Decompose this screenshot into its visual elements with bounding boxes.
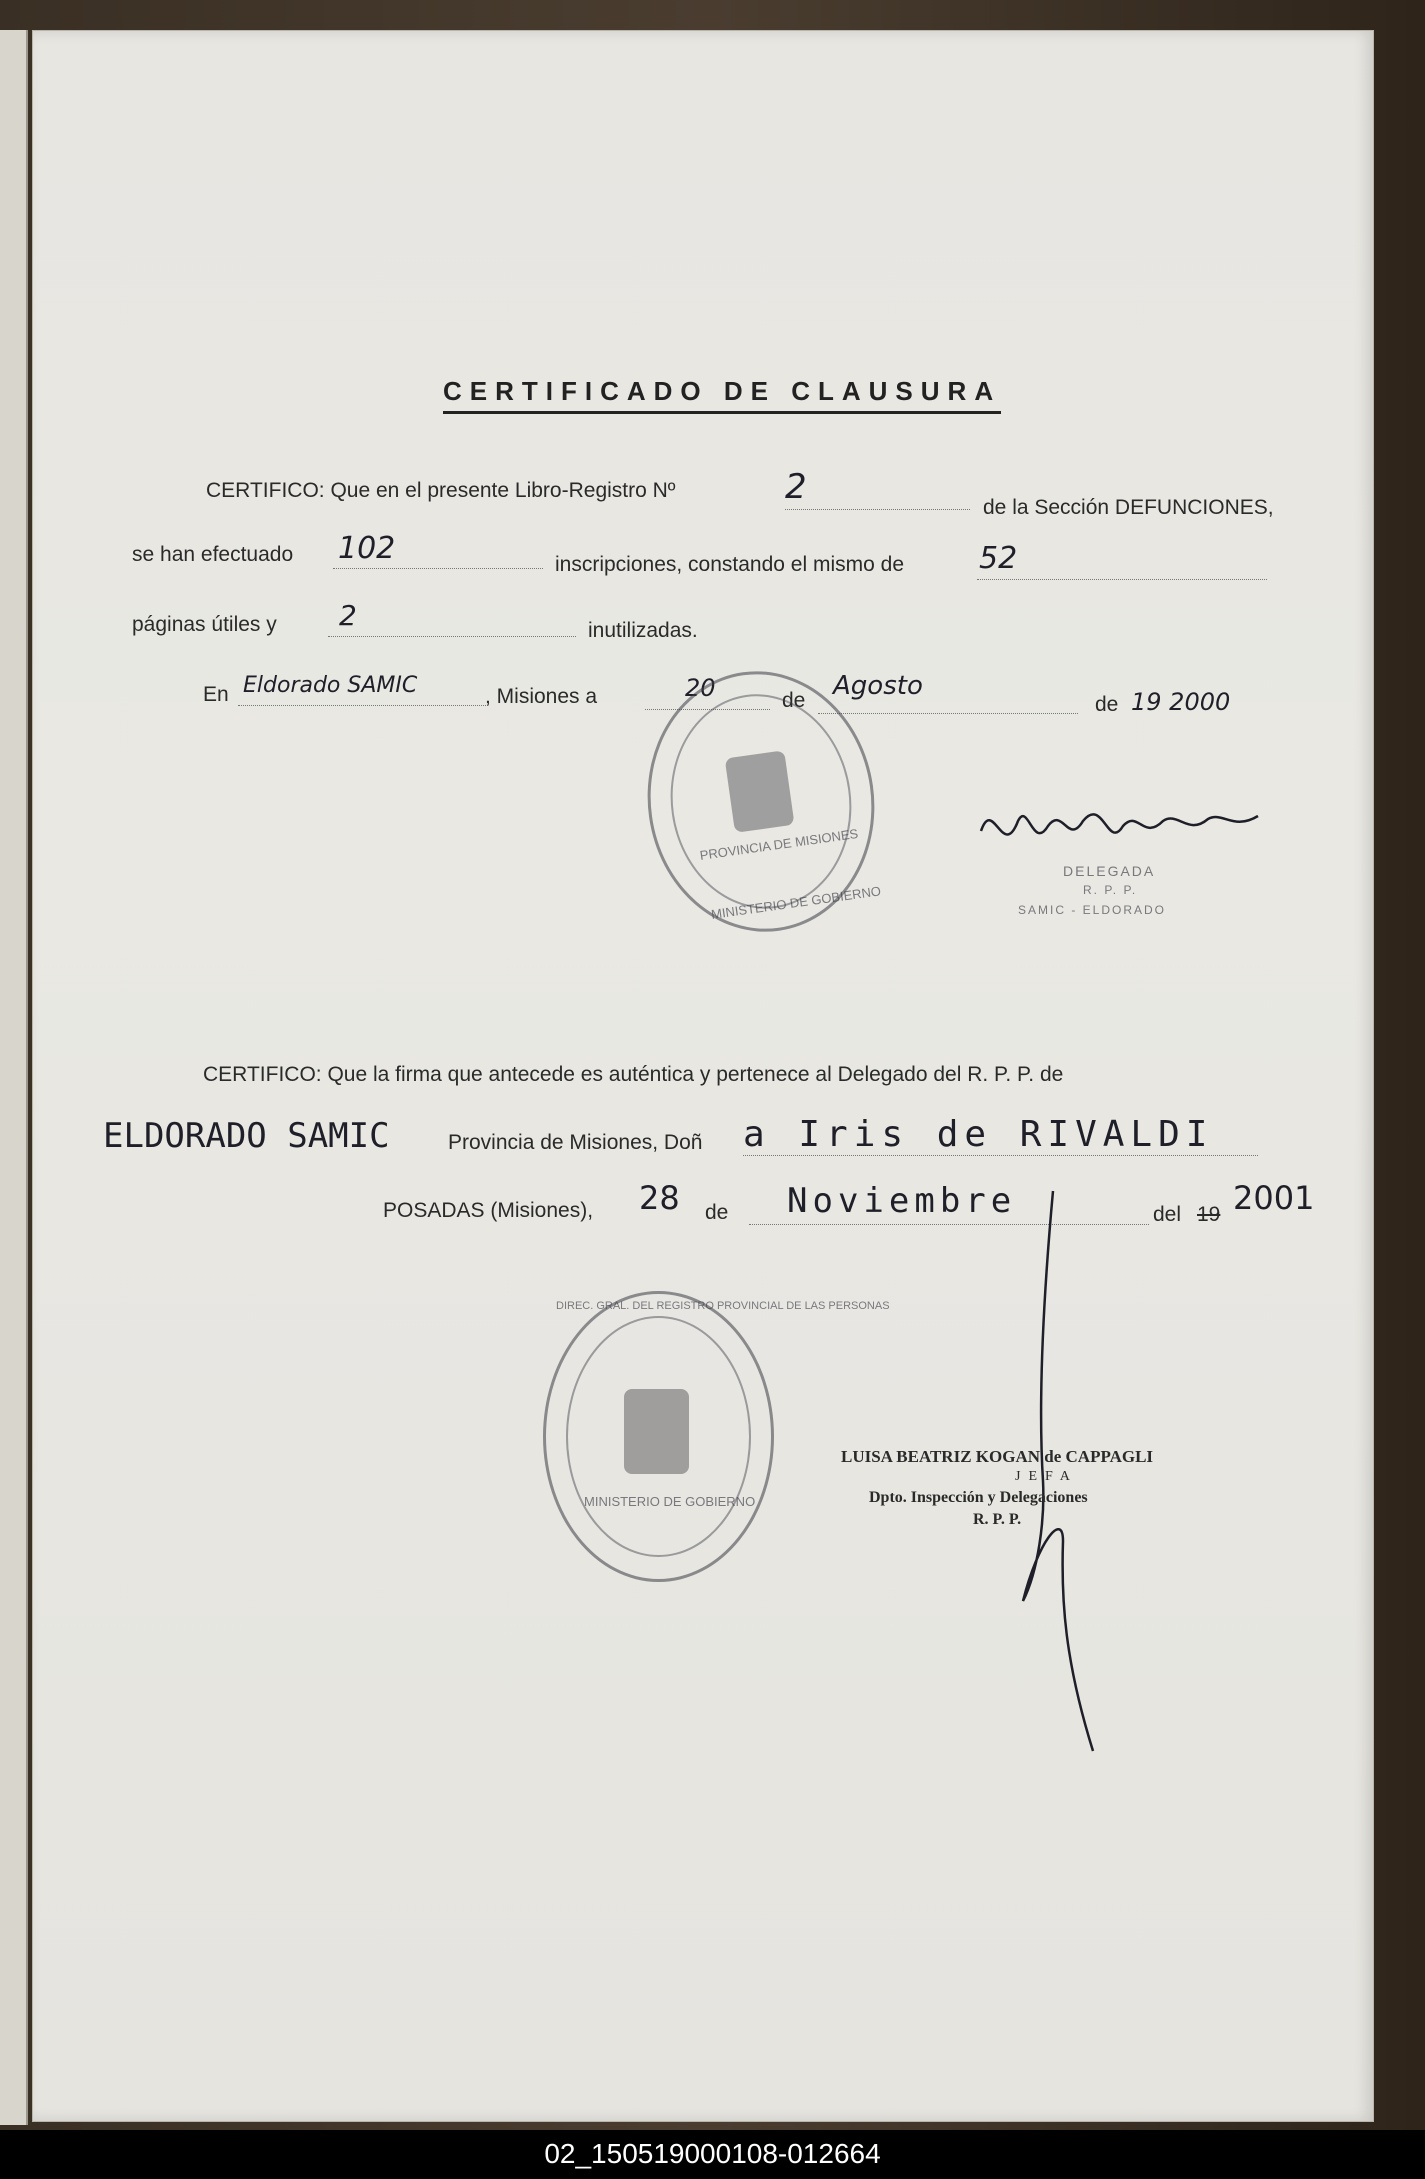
block1-line2-prefix: se han efectuado	[132, 543, 294, 566]
block2-line3-prefix: POSADAS (Misiones),	[383, 1199, 594, 1222]
month-line	[818, 713, 1078, 714]
block1-line2-middle: inscripciones, constando el mismo de	[555, 553, 905, 576]
block1-line4-misiones: , Misiones a	[485, 685, 598, 708]
pages-line	[977, 579, 1267, 580]
block2-line3-year-printed: 19	[1197, 1203, 1221, 1226]
block2-line3-de: de	[705, 1201, 729, 1224]
month-2-handwritten: Noviembre	[787, 1181, 1017, 1221]
seal-2-outer-text: DIREC. GRAL. DEL REGISTRO PROVINCIAL DE LAS PERSONAS	[556, 1300, 890, 1312]
certificate-page	[32, 30, 1374, 2122]
year-handwritten: 19 2000	[1131, 688, 1231, 716]
signatory-role-3: R. P. P.	[973, 1511, 1022, 1528]
pages-handwritten: 52	[979, 541, 1018, 576]
signatory-name: LUISA BEATRIZ KOGAN de CAPPAGLI	[841, 1447, 1154, 1466]
seal-2-emblem	[624, 1389, 689, 1474]
year-2-handwritten: 2001	[1233, 1179, 1315, 1217]
signatory-role-1: JEFA	[1015, 1469, 1078, 1484]
delegate-stamp-line2: R. P. P.	[1083, 883, 1138, 897]
day-handwritten: 20	[685, 674, 716, 702]
month-handwritten: Agosto	[833, 671, 923, 701]
signatory-role-2: Dpto. Inspección y Delegaciones	[869, 1489, 1088, 1506]
book-no-line	[785, 509, 970, 510]
block1-line3-prefix: páginas útiles y	[132, 613, 277, 636]
delegate-stamp-line3: SAMIC - ELDORADO	[1018, 903, 1167, 917]
seal-1-emblem	[725, 750, 795, 833]
inscriptions-count-handwritten: 102	[338, 531, 396, 566]
name-handwritten: a Iris de RIVALDI	[743, 1114, 1214, 1155]
block2-line3-del: del	[1153, 1203, 1182, 1226]
block2-line2-middle: Provincia de Misiones, Doñ	[448, 1131, 703, 1154]
official-seal-2	[543, 1291, 890, 1582]
block1-line3-suffix: inutilizadas.	[588, 619, 698, 642]
block1-line4-de: de	[782, 689, 806, 712]
document-title: CERTIFICADO DE CLAUSURA	[443, 376, 1001, 414]
unused-line	[328, 636, 576, 637]
block2-line1: CERTIFICO: Que la firma que antecede es auténtica y pertenece al Delegado del R. P. P. de	[203, 1063, 1064, 1086]
delegate-stamp-line1: DELEGADA	[1063, 863, 1156, 879]
place-handwritten: Eldorado SAMIC	[243, 673, 418, 698]
image-id-label: 02_150519000108-012664	[544, 2138, 881, 2169]
place-2-handwritten: ELDORADO SAMIC	[103, 1116, 390, 1156]
count-line	[333, 568, 543, 569]
seal-2-inner-text: MINISTERIO DE GOBIERNO	[584, 1494, 756, 1509]
left-page-edge	[0, 30, 28, 2125]
book-no-handwritten: 2	[785, 467, 807, 507]
seal-1-inner-text: MINISTERIO DE GOBIERNO	[710, 883, 882, 922]
day-2-handwritten: 28	[639, 1179, 680, 1217]
unused-pages-handwritten: 2	[339, 599, 357, 632]
block1-line4-de2: de	[1095, 693, 1119, 716]
block1-line1-prefix: CERTIFICO: Que en el presente Libro-Registro Nº	[206, 479, 676, 502]
block1-line1-suffix: de la Sección DEFUNCIONES,	[983, 496, 1274, 519]
seal-1-outer-text: PROVINCIA DE MISIONES	[698, 825, 860, 863]
block1-line4-en: En	[203, 683, 229, 706]
place-line	[238, 705, 486, 706]
name-line	[743, 1155, 1258, 1156]
